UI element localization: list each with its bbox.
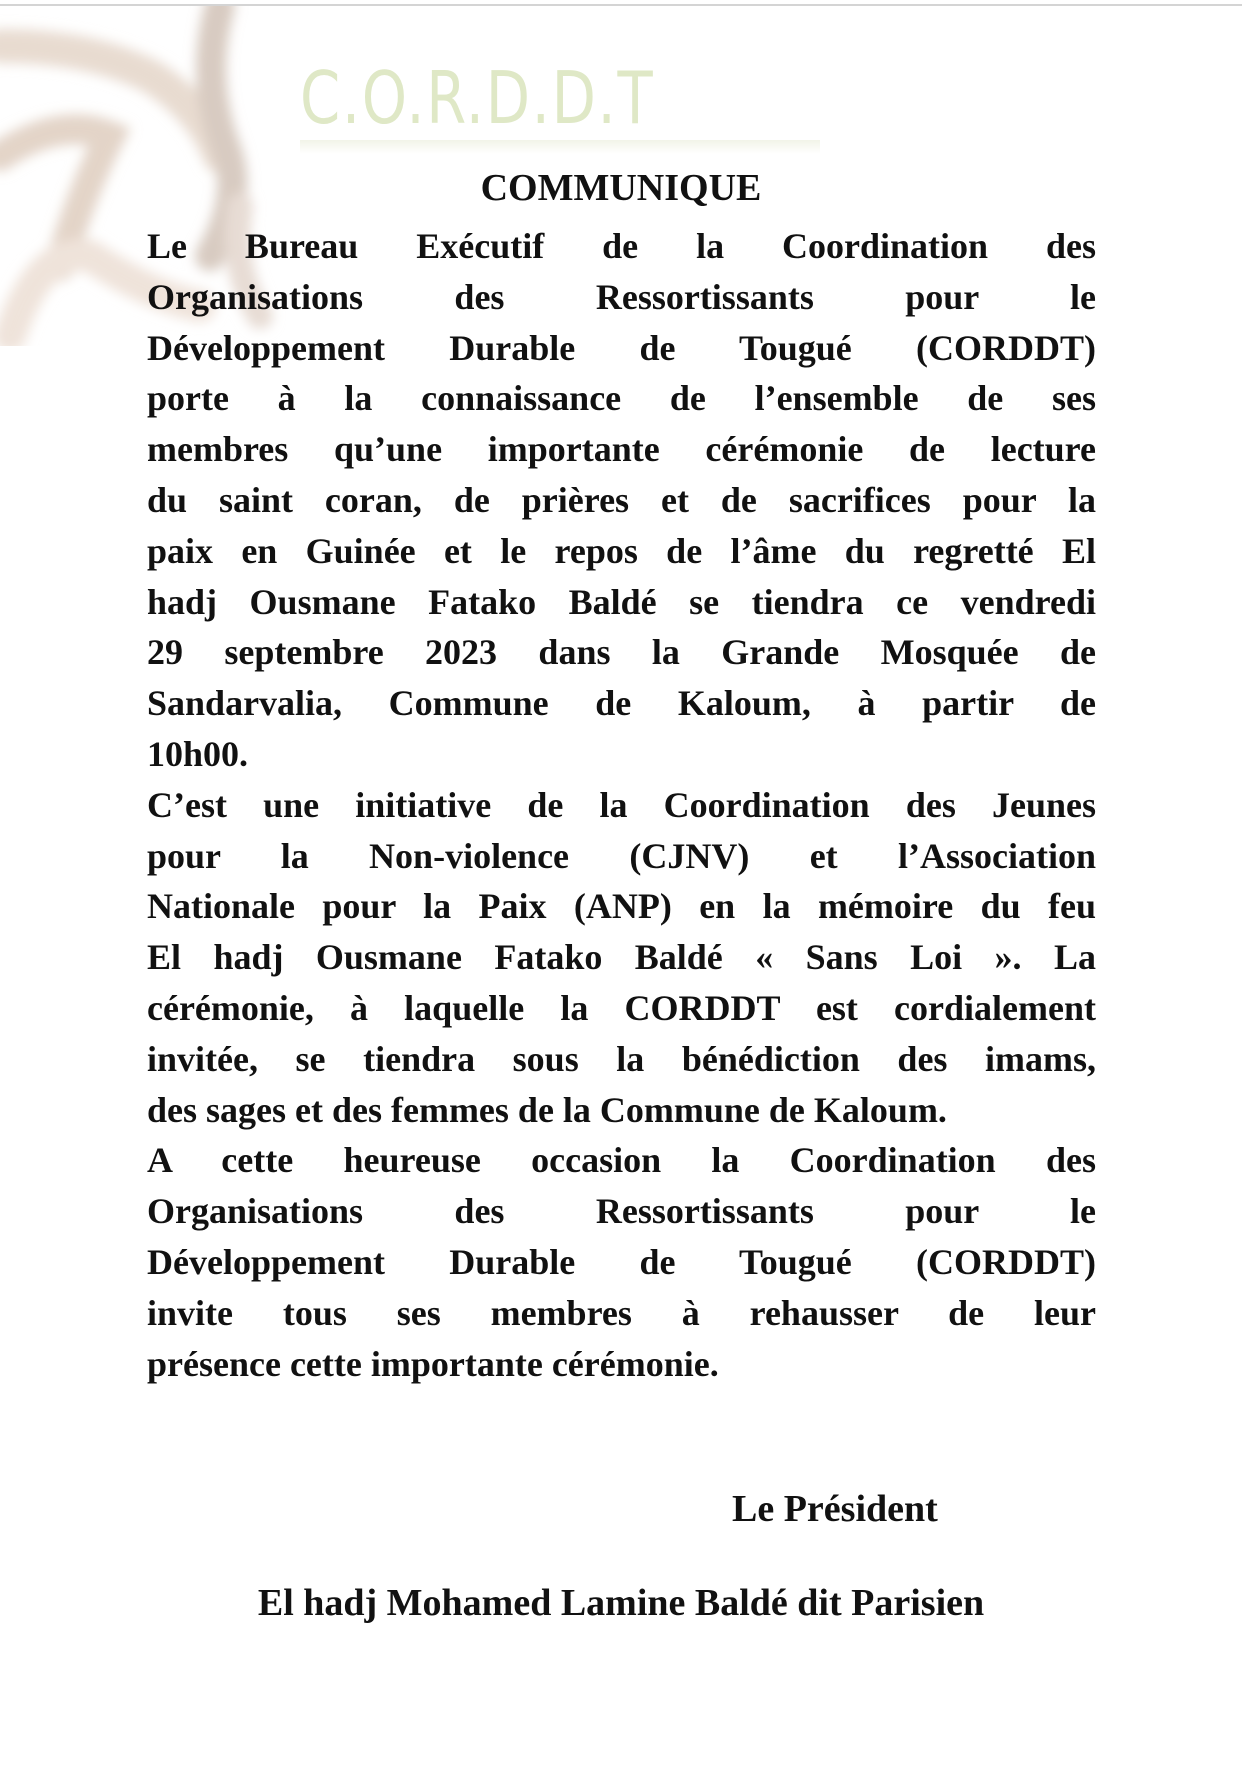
document-title: COMMUNIQUE: [480, 167, 762, 209]
paragraph-2-line: El hadj Ousmane Fatako Baldé « Sans Loi ». La: [147, 937, 1096, 978]
paragraph-2-line: Nationale pour la Paix (ANP) en la mémoire du feu: [147, 886, 1096, 927]
corddt-watermark-reflection: [300, 140, 820, 154]
paragraph-3-line: invite tous ses membres à rehausser de leur: [147, 1292, 1096, 1333]
paragraph-2-line: C’est une initiative de la Coordination des Jeunes: [147, 784, 1096, 825]
paragraph-2-line: cérémonie, à laquelle la CORDDT est cordialement: [147, 987, 1096, 1028]
paragraph-3-line: Développement Durable de Tougué (CORDDT): [147, 1241, 1096, 1282]
paragraph-1-line: Le Bureau Exécutif de la Coordination des: [147, 226, 1096, 266]
paragraph-1-line: du saint coran, de prières et de sacrifices pour la: [147, 479, 1096, 520]
paragraph-3-line: Organisations des Ressortissants pour le: [147, 1191, 1096, 1232]
communique-body: [147, 221, 1096, 1389]
paragraph-1-line: hadj Ousmane Fatako Baldé se tiendra ce vendredi: [147, 581, 1096, 622]
paragraph-1-line: porte à la connaissance de l’ensemble de ses: [147, 378, 1096, 419]
paragraph-2-line: pour la Non-violence (CJNV) et l’Association: [147, 835, 1096, 876]
paragraph-3-line: A cette heureuse occasion la Coordination des: [147, 1140, 1096, 1181]
corddt-watermark: C.O.R.D.D.T: [300, 56, 655, 140]
paragraph-1-line: 10h00.: [147, 733, 249, 774]
paragraph-1-line: paix en Guinée et le repos de l’âme du regretté El: [147, 530, 1096, 571]
signatory-role: Le Président: [732, 1488, 938, 1530]
signatory-name: El hadj Mohamed Lamine Baldé dit Parisien: [257, 1582, 985, 1624]
paragraph-1-line: 29 septembre 2023 dans la Grande Mosquée de: [147, 632, 1096, 673]
paragraph-2-line: des sages et des femmes de la Commune de Kaloum.: [147, 1089, 947, 1130]
paragraph-1-line: Sandarvalia, Commune de Kaloum, à partir de: [147, 683, 1096, 724]
paragraph-1-line: Organisations des Ressortissants pour le: [147, 276, 1096, 317]
paragraph-1-line: membres qu’une importante cérémonie de lecture: [147, 429, 1096, 470]
paragraph-3-line: présence cette importante cérémonie.: [147, 1343, 719, 1384]
paragraph-2-line: invitée, se tiendra sous la bénédiction des imams,: [147, 1038, 1096, 1079]
paragraph-1-line: Développement Durable de Tougué (CORDDT): [147, 327, 1096, 368]
